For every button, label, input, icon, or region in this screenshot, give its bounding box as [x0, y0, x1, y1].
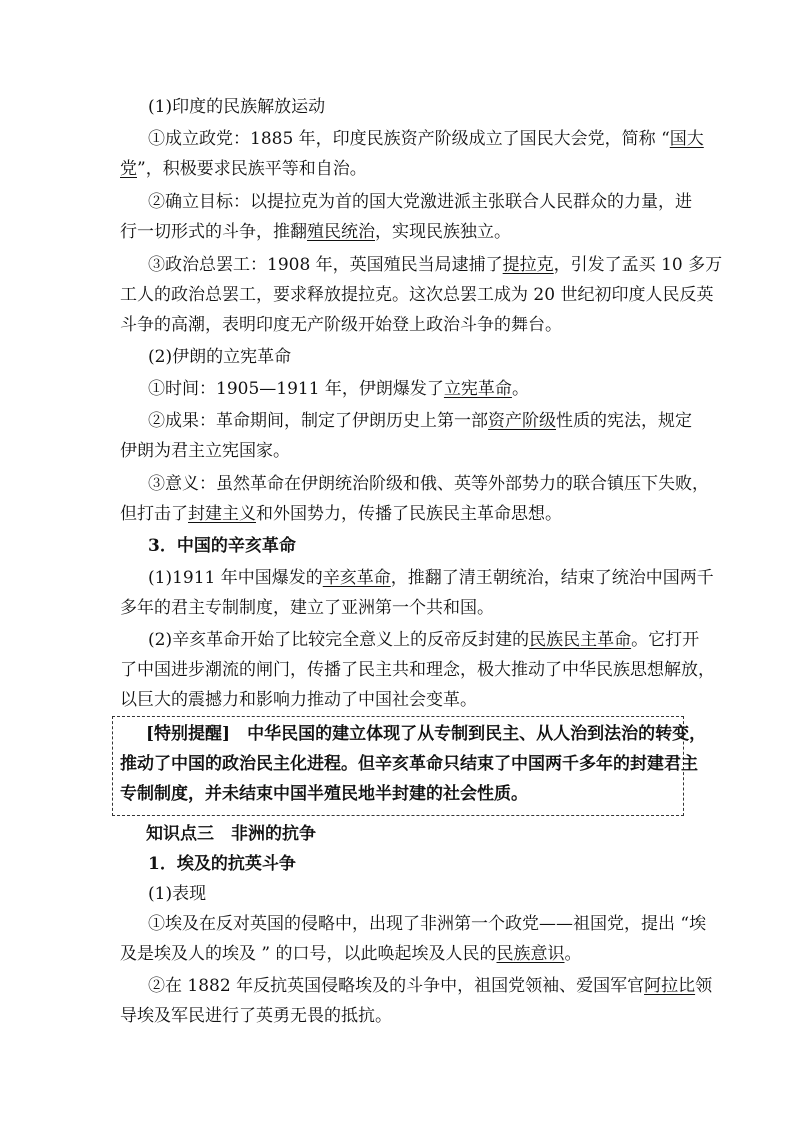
- india-heading: (1)印度的民族解放运动: [148, 97, 326, 117]
- china-p2-line2: 了中国进步潮流的闸门，传播了民主共和理念，极大推动了中华民族思想解放，: [120, 660, 715, 680]
- china-heading: 3．中国的辛亥革命: [148, 536, 296, 556]
- iran-p2-line2: 伊朗为君主立宪国家。: [120, 441, 290, 461]
- india-p2-line1: ②确立目标：以提拉克为首的国大党激进派主张联合人民群众的力量，进: [148, 192, 692, 212]
- iran-p2-line1: ②成果：革命期间，制定了伊朗历史上第一部资产阶级性质的宪法，规定: [148, 411, 692, 431]
- term-constitutional-revolution: 立宪革命: [443, 379, 512, 399]
- india-p1-line2: 党”，积极要求民族平等和自治。: [120, 159, 367, 179]
- term-national-democratic-revolution: 民族民主革命: [529, 630, 632, 650]
- term-tilak: 提拉克: [502, 255, 554, 275]
- china-p1-line2: 多年的君主专制制度，建立了亚洲第一个共和国。: [120, 598, 494, 618]
- egypt-p2-line1: ②在 1882 年反抗英国侵略埃及的斗争中，祖国党领袖、爱国军官阿拉比领: [148, 976, 713, 996]
- knowledge-point-3-heading: 知识点三 非洲的抗争: [146, 824, 316, 844]
- term-guoda: 国大: [669, 129, 704, 149]
- tip-line1: [特别提醒] 中华民国的建立体现了从专制到民主、从人治到法治的转变，: [146, 724, 707, 744]
- egypt-p1-line2: 及是埃及人的埃及 ” 的口号，以此唤起埃及人民的民族意识。: [120, 944, 582, 964]
- term-xinhai-revolution: 辛亥革命: [322, 568, 391, 588]
- tip-line3: 专制制度，并未结束中国半殖民地半封建的社会性质。: [120, 784, 528, 804]
- iran-p1: ①时间：1905—1911 年，伊朗爆发了立宪革命。: [148, 379, 529, 399]
- india-p1-line1: ①成立政党：1885 年，印度民族资产阶级成立了国民大会党，简称 “国大: [148, 129, 704, 149]
- egypt-p1-line1: ①埃及在反对英国的侵略中，出现了非洲第一个政党——祖国党，提出 “埃: [148, 914, 707, 934]
- china-p2-line1: (2)辛亥革命开始了比较完全意义上的反帝反封建的民族民主革命。它打开: [148, 630, 700, 650]
- india-p3-line3: 斗争的高潮，表明印度无产阶级开始登上政治斗争的舞台。: [120, 315, 562, 335]
- egypt-p2-line2: 导埃及军民进行了英勇无畏的抵抗。: [120, 1006, 392, 1026]
- egypt-subheading: (1)表现: [148, 884, 207, 904]
- term-urabi: 阿拉比: [644, 976, 696, 996]
- egypt-heading: 1．埃及的抗英斗争: [148, 854, 296, 874]
- china-p1-line1: (1)1911 年中国爆发的辛亥革命，推翻了清王朝统治，结束了统治中国两千: [148, 568, 714, 588]
- term-colonial-rule: 殖民统治: [307, 222, 375, 242]
- term-bourgeois: 资产阶级: [488, 411, 556, 431]
- india-p3-line2: 工人的政治总罢工，要求释放提拉克。这次总罢工成为 20 世纪初印度人民反英: [120, 285, 714, 305]
- india-p2-line2: 行一切形式的斗争，推翻殖民统治，实现民族独立。: [120, 222, 511, 242]
- iran-heading: (2)伊朗的立宪革命: [148, 347, 292, 367]
- term-feudalism: 封建主义: [188, 504, 256, 524]
- iran-p3-line2: 但打击了封建主义和外国势力，传播了民族民主革命思想。: [120, 504, 562, 524]
- iran-p3-line1: ③意义：虽然革命在伊朗统治阶级和俄、英等外部势力的联合镇压下失败，: [148, 474, 709, 494]
- china-p2-line3: 以巨大的震撼力和影响力推动了中国社会变革。: [120, 690, 477, 710]
- term-national-consciousness: 民族意识: [496, 944, 565, 964]
- india-p3-line1: ③政治总罢工：1908 年，英国殖民当局逮捕了提拉克，引发了孟买 10 多万: [148, 255, 723, 275]
- tip-line2: 推动了中国的政治民主化进程。但辛亥革命只结束了中国两千多年的封建君主: [120, 754, 698, 774]
- term-dang: 党: [120, 159, 137, 179]
